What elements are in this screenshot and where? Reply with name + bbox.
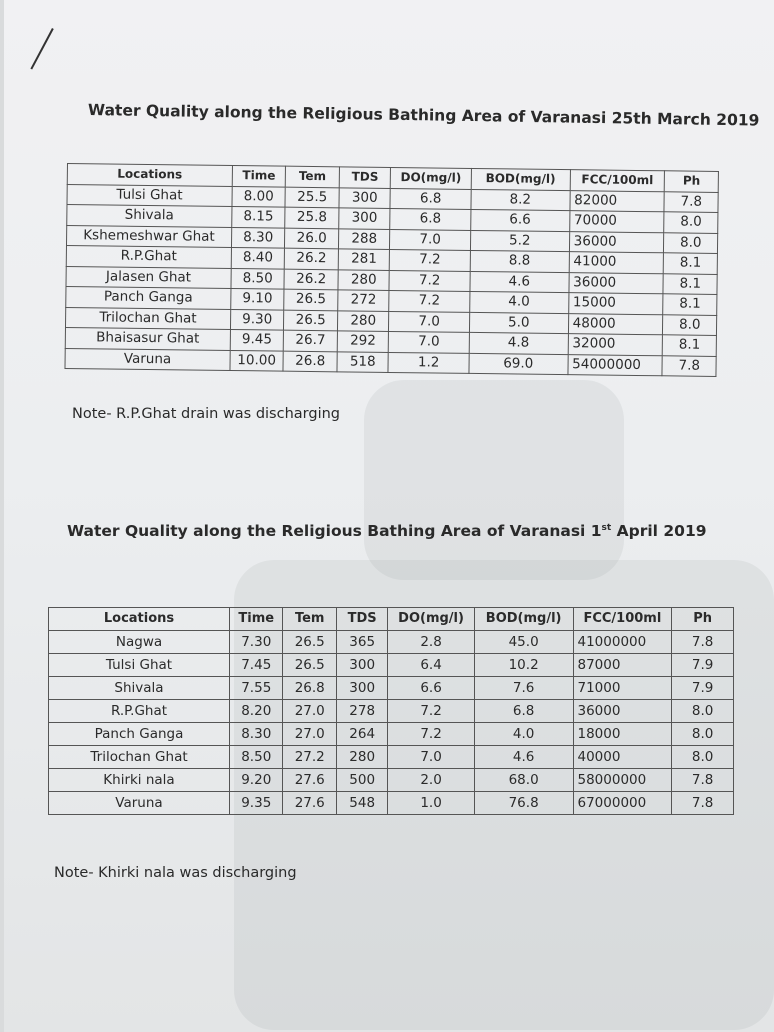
cell-tds: 280 bbox=[336, 746, 387, 769]
col-header-bod: BOD(mg/l) bbox=[474, 608, 573, 631]
cell-bod: 4.0 bbox=[469, 291, 568, 313]
cell-ph: 7.8 bbox=[672, 792, 734, 815]
cell-do: 7.2 bbox=[389, 290, 470, 311]
report2-title-main: Water Quality along the Religious Bathing Area of Varanasi 1 bbox=[67, 522, 602, 540]
cell-tds: 292 bbox=[337, 331, 389, 352]
cell-location: Trilochan Ghat bbox=[49, 746, 230, 769]
cell-tem: 27.6 bbox=[283, 792, 336, 815]
cell-fcc: 87000 bbox=[573, 654, 672, 677]
cell-time: 7.30 bbox=[230, 631, 283, 654]
cell-time: 8.30 bbox=[231, 227, 285, 248]
cell-fcc: 36000 bbox=[573, 700, 672, 723]
report2-title-sup: st bbox=[601, 522, 612, 533]
cell-location: Varuna bbox=[49, 792, 230, 815]
cell-ph: 7.9 bbox=[672, 654, 734, 677]
cell-location: Panch Ganga bbox=[66, 286, 231, 309]
cell-ph: 8.0 bbox=[664, 232, 718, 253]
cell-do: 7.2 bbox=[388, 723, 474, 746]
col-header-time: Time bbox=[230, 608, 283, 631]
cell-tds: 365 bbox=[336, 631, 387, 654]
report1-table-body bbox=[65, 184, 718, 376]
cell-fcc: 48000 bbox=[568, 313, 663, 335]
cell-location: Khirki nala bbox=[49, 769, 230, 792]
cell-tds: 278 bbox=[336, 700, 387, 723]
cell-do: 1.0 bbox=[388, 792, 474, 815]
cell-bod: 68.0 bbox=[474, 769, 573, 792]
cell-bod: 69.0 bbox=[469, 353, 568, 375]
col-header-ph: Ph bbox=[672, 608, 734, 631]
cell-ph: 8.0 bbox=[672, 700, 734, 723]
cell-location: Nagwa bbox=[49, 631, 230, 654]
cell-do: 2.8 bbox=[388, 631, 474, 654]
cell-location: Panch Ganga bbox=[49, 723, 230, 746]
cell-do: 6.4 bbox=[388, 654, 474, 677]
cell-time: 8.40 bbox=[231, 248, 285, 269]
cell-location: Kshemeshwar Ghat bbox=[66, 225, 231, 248]
cell-location: Trilochan Ghat bbox=[65, 307, 230, 330]
cell-tem: 25.5 bbox=[285, 187, 339, 208]
cell-time: 7.55 bbox=[230, 677, 283, 700]
cell-time: 9.30 bbox=[230, 309, 284, 330]
shadow-overlay bbox=[364, 380, 624, 580]
cell-ph: 8.1 bbox=[663, 273, 717, 294]
cell-ph: 8.0 bbox=[672, 746, 734, 769]
cell-tds: 300 bbox=[339, 208, 391, 229]
col-header-tds: TDS bbox=[336, 608, 387, 631]
cell-ph: 7.8 bbox=[664, 191, 718, 212]
cell-tds: 281 bbox=[338, 249, 390, 270]
col-header-bod: BOD(mg/l) bbox=[471, 168, 570, 190]
cell-tds: 280 bbox=[338, 269, 390, 290]
cell-fcc: 70000 bbox=[569, 211, 664, 233]
cell-tds: 500 bbox=[336, 769, 387, 792]
col-header-fcc: FCC/100ml bbox=[570, 170, 665, 192]
cell-location: R.P.Ghat bbox=[66, 245, 231, 268]
cell-fcc: 36000 bbox=[569, 272, 664, 294]
cell-ph: 8.0 bbox=[663, 314, 717, 335]
cell-ph: 8.1 bbox=[664, 253, 718, 274]
cell-do: 7.0 bbox=[390, 229, 471, 250]
cell-fcc: 54000000 bbox=[568, 354, 663, 376]
table-header-row bbox=[49, 608, 734, 631]
cell-tds: 300 bbox=[336, 654, 387, 677]
cell-time: 8.50 bbox=[231, 268, 285, 289]
table-row bbox=[49, 677, 734, 700]
cell-ph: 8.1 bbox=[663, 335, 717, 356]
cell-tem: 26.2 bbox=[284, 269, 338, 290]
cell-fcc: 40000 bbox=[573, 746, 672, 769]
cell-do: 6.8 bbox=[390, 188, 471, 209]
cell-bod: 5.0 bbox=[469, 312, 568, 334]
cell-bod: 4.8 bbox=[469, 332, 568, 354]
cell-location: Shivala bbox=[67, 205, 232, 228]
table-row bbox=[49, 631, 734, 654]
cell-location: Bhaisasur Ghat bbox=[65, 327, 230, 350]
table-row bbox=[49, 746, 734, 769]
cell-time: 10.00 bbox=[230, 350, 284, 371]
cell-bod: 5.2 bbox=[470, 230, 569, 252]
cell-time: 8.00 bbox=[232, 186, 286, 207]
cell-fcc: 36000 bbox=[569, 231, 664, 253]
col-header-locations: Locations bbox=[49, 608, 230, 631]
report1-table bbox=[64, 163, 718, 377]
cell-location: Shivala bbox=[49, 677, 230, 700]
cell-tds: 280 bbox=[337, 310, 389, 331]
cell-time: 9.10 bbox=[231, 289, 285, 310]
cell-tds: 272 bbox=[338, 290, 390, 311]
cell-fcc: 32000 bbox=[568, 334, 663, 356]
cell-do: 7.2 bbox=[388, 700, 474, 723]
cell-tem: 26.2 bbox=[285, 248, 339, 269]
table-row bbox=[49, 792, 734, 815]
cell-tem: 26.8 bbox=[283, 351, 337, 372]
cell-tem: 26.5 bbox=[283, 631, 336, 654]
cell-tem: 26.5 bbox=[284, 289, 338, 310]
cell-location: Varuna bbox=[65, 348, 230, 371]
cell-ph: 8.1 bbox=[663, 294, 717, 315]
cell-do: 7.2 bbox=[389, 270, 470, 291]
col-header-do: DO(mg/l) bbox=[388, 608, 474, 631]
cell-bod: 8.2 bbox=[471, 189, 570, 211]
cell-tem: 27.6 bbox=[283, 769, 336, 792]
cell-tem: 26.5 bbox=[283, 654, 336, 677]
cell-location: R.P.Ghat bbox=[49, 700, 230, 723]
cell-time: 8.15 bbox=[232, 207, 286, 228]
table-row bbox=[49, 769, 734, 792]
col-header-tem: Tem bbox=[286, 166, 340, 187]
cell-tem: 27.0 bbox=[283, 700, 336, 723]
cell-tds: 288 bbox=[338, 228, 390, 249]
cell-bod: 6.6 bbox=[470, 209, 569, 231]
table-row bbox=[49, 723, 734, 746]
cell-ph: 7.8 bbox=[672, 631, 734, 654]
cell-tem: 27.2 bbox=[283, 746, 336, 769]
cell-bod: 4.6 bbox=[474, 746, 573, 769]
report2-note: Note- Khirki nala was discharging bbox=[54, 865, 297, 881]
cell-tem: 27.0 bbox=[283, 723, 336, 746]
cell-tem: 26.0 bbox=[285, 228, 339, 249]
cell-bod: 4.6 bbox=[470, 271, 569, 293]
report1-title: Water Quality along the Religious Bathing Area of Varanasi 25th March 2019 bbox=[87, 101, 760, 130]
cell-do: 7.0 bbox=[389, 311, 470, 332]
cell-tds: 300 bbox=[339, 187, 391, 208]
cell-time: 9.45 bbox=[230, 330, 284, 351]
cell-do: 1.2 bbox=[388, 352, 469, 373]
cell-tem: 25.8 bbox=[285, 207, 339, 228]
cell-bod: 7.6 bbox=[474, 677, 573, 700]
table-row bbox=[49, 654, 734, 677]
cell-location: Jalasen Ghat bbox=[66, 266, 231, 289]
report2-table bbox=[48, 607, 734, 815]
cell-ph: 7.8 bbox=[662, 355, 716, 376]
cell-tem: 26.8 bbox=[283, 677, 336, 700]
report1-note: Note- R.P.Ghat drain was discharging bbox=[72, 406, 340, 422]
cell-time: 8.30 bbox=[230, 723, 283, 746]
col-header-time: Time bbox=[232, 166, 286, 187]
col-header-do: DO(mg/l) bbox=[391, 167, 472, 188]
col-header-locations: Locations bbox=[67, 164, 232, 187]
cell-location: Tulsi Ghat bbox=[49, 654, 230, 677]
cell-tem: 26.5 bbox=[284, 310, 338, 331]
cell-do: 6.6 bbox=[388, 677, 474, 700]
cell-ph: 8.0 bbox=[672, 723, 734, 746]
cell-bod: 4.0 bbox=[474, 723, 573, 746]
col-header-tds: TDS bbox=[339, 167, 391, 188]
cell-tem: 26.7 bbox=[284, 330, 338, 351]
cell-fcc: 58000000 bbox=[573, 769, 672, 792]
col-header-ph: Ph bbox=[665, 171, 719, 192]
report2-title-tail: April 2019 bbox=[611, 522, 707, 540]
cell-tds: 264 bbox=[336, 723, 387, 746]
cell-bod: 6.8 bbox=[474, 700, 573, 723]
cell-fcc: 15000 bbox=[568, 293, 663, 315]
cell-do: 2.0 bbox=[388, 769, 474, 792]
cell-bod: 45.0 bbox=[474, 631, 573, 654]
cell-tds: 518 bbox=[337, 351, 389, 372]
cell-time: 8.20 bbox=[230, 700, 283, 723]
pen-stroke-mark bbox=[30, 28, 53, 70]
report2-title bbox=[67, 522, 707, 540]
cell-time: 7.45 bbox=[230, 654, 283, 677]
cell-fcc: 82000 bbox=[570, 190, 665, 212]
col-header-fcc: FCC/100ml bbox=[573, 608, 672, 631]
cell-location: Tulsi Ghat bbox=[67, 184, 232, 207]
cell-do: 7.2 bbox=[390, 249, 471, 270]
cell-ph: 8.0 bbox=[664, 212, 718, 233]
cell-fcc: 71000 bbox=[573, 677, 672, 700]
cell-tds: 548 bbox=[336, 792, 387, 815]
cell-time: 9.20 bbox=[230, 769, 283, 792]
table-row bbox=[49, 700, 734, 723]
cell-do: 7.0 bbox=[389, 331, 470, 352]
cell-do: 7.0 bbox=[388, 746, 474, 769]
col-header-tem: Tem bbox=[283, 608, 336, 631]
cell-bod: 76.8 bbox=[474, 792, 573, 815]
cell-bod: 8.8 bbox=[470, 250, 569, 272]
cell-fcc: 41000000 bbox=[573, 631, 672, 654]
cell-fcc: 18000 bbox=[573, 723, 672, 746]
report2-table-body bbox=[49, 631, 734, 815]
cell-tds: 300 bbox=[336, 677, 387, 700]
cell-ph: 7.9 bbox=[672, 677, 734, 700]
cell-fcc: 41000 bbox=[569, 252, 664, 274]
cell-time: 8.50 bbox=[230, 746, 283, 769]
cell-fcc: 67000000 bbox=[573, 792, 672, 815]
cell-time: 9.35 bbox=[230, 792, 283, 815]
cell-do: 6.8 bbox=[390, 208, 471, 229]
cell-ph: 7.8 bbox=[672, 769, 734, 792]
cell-bod: 10.2 bbox=[474, 654, 573, 677]
